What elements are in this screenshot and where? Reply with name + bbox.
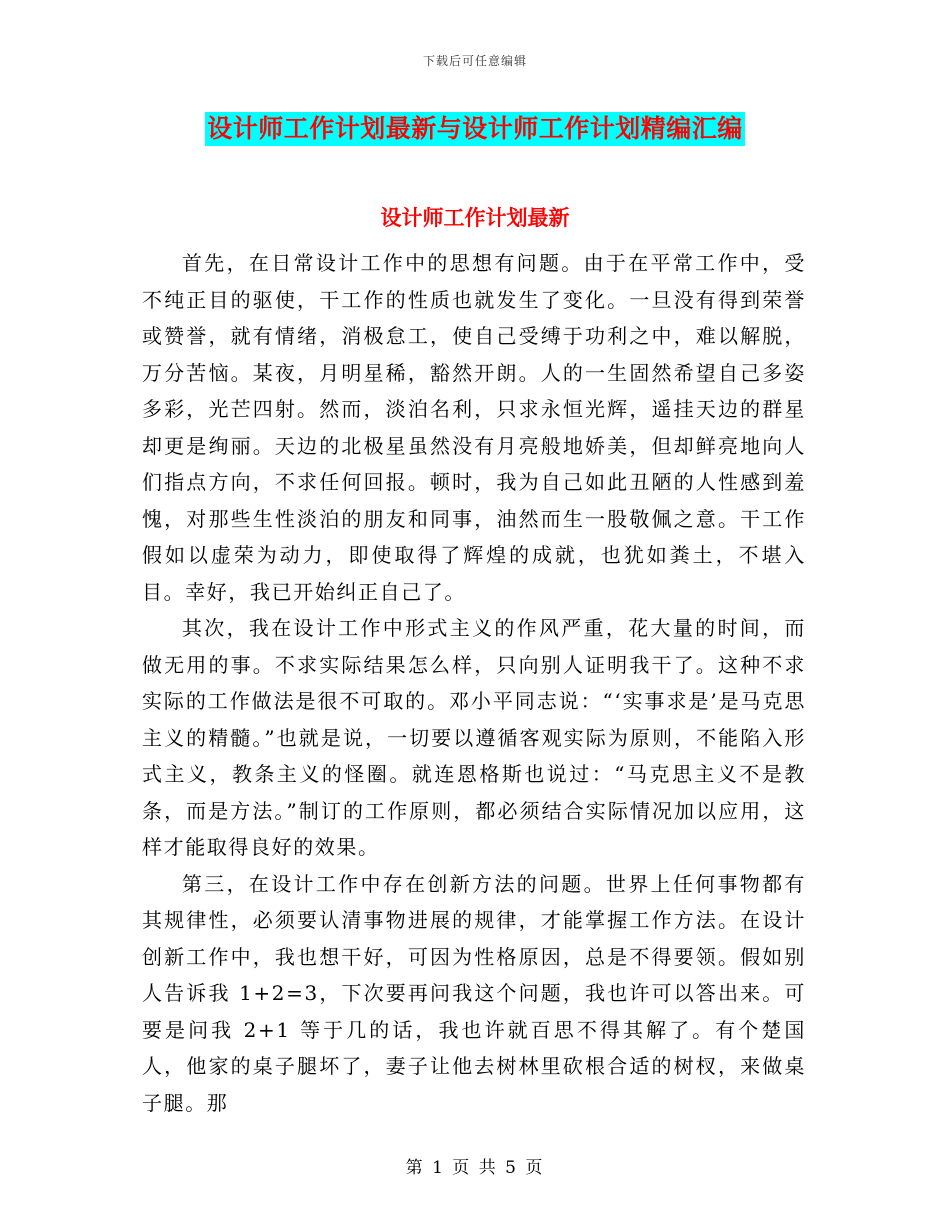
document-title-container <box>0 112 950 146</box>
page-header-note: 下载后可任意编辑 <box>422 54 527 68</box>
page-number-footer: 第 1 页 共 5 页 <box>405 1158 545 1178</box>
section-title: 设计师工作计划最新 <box>380 205 570 230</box>
document-title: 设计师工作计划最新与设计师工作计划精编汇编 <box>205 112 745 146</box>
paragraph-1: 首先，在日常设计工作中的思想有问题。由于在平常工作中，受不纯正目的驱使，干工作的性质也就发生了变化。一旦没有得到荣誉或赞誉，就有情绪，消极怠工，使自己受缚于功利之中，难以解脱，万分苦恼。某夜，月明星稀，豁然开朗。人的一生固然希望自己多姿多彩，光芒四射。然而，淡泊名利，只求永恒光辉，遥挂天边的群星却更是绚丽。天边的北极星虽然没有月亮般地娇美，但却鲜亮地向人们指点方向，不求任何回报。顿时，我为自己如此丑陋的人性感到羞愧，对那些生性淡泊的朋友和同事，油然而生一股敬佩之意。干工作假如以虚荣为动力，即使取得了辉煌的成就，也犹如粪土，不堪入目。幸好，我已开始纠正自己了。 <box>142 251 806 604</box>
document-body <box>142 245 806 1121</box>
paragraph-2: 其次，我在设计工作中形式主义的作风严重，花大量的时间，而做无用的事。不求实际结果怎么样，只向别人证明我干了。这种不求实际的工作做法是很不可取的。邓小平同志说：“‘实事求是’是马克思主义的精髓。”也就是说，一切要以遵循客观实际为原则，不能陷入形式主义，教条主义的怪圈。就连恩格斯也说过：“马克思主义不是教条，而是方法。”制订的工作原则，都必须结合实际情况加以应用，这样才能取得良好的效果。 <box>142 616 806 859</box>
paragraph-3: 第三，在设计工作中存在创新方法的问题。世界上任何事物都有其规律性，必须要认清事物进展的规律，才能掌握工作方法。在设计创新工作中，我也想干好，可因为性格原因，总是不得要领。假如别人告诉我 1+2=3，下次要再问我这个问题，我也许可以答出来。可要是问我 2+1 等于几的话，我也许就百思不得其解了。有个楚国人，他家的桌子腿坏了，妻子让他去树林里砍根合适的树杈，来做桌子腿。那 <box>142 871 806 1115</box>
